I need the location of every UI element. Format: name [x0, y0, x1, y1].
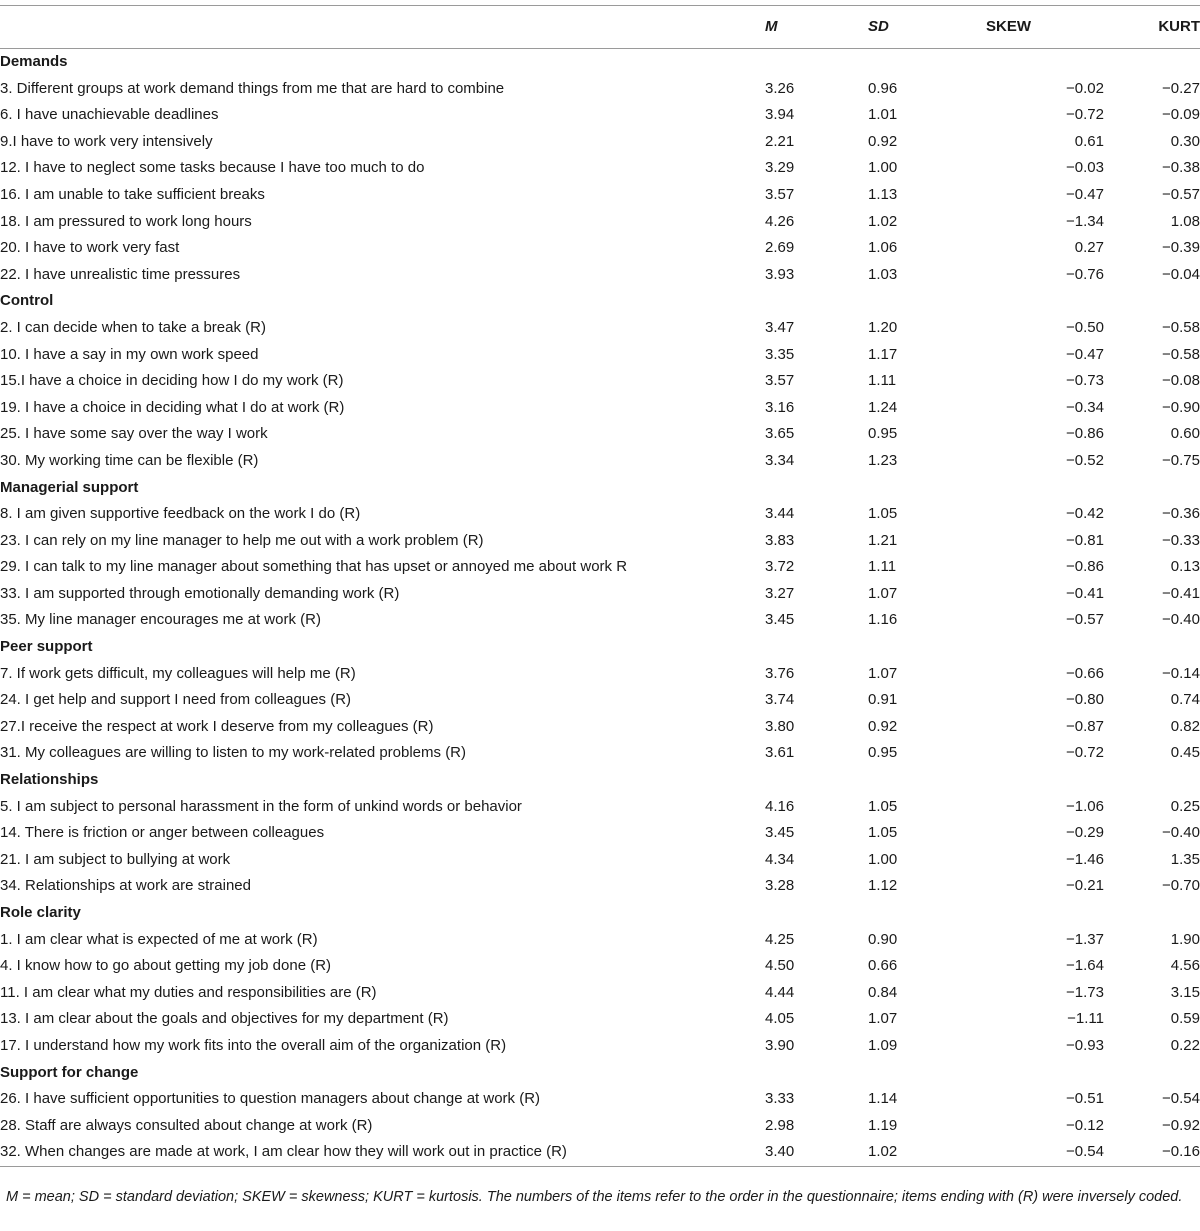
sd-value: 1.06	[868, 239, 898, 257]
item-text: 27.I receive the respect at work I deserve from my colleagues (R)	[0, 717, 434, 735]
sd-value: 1.02	[868, 212, 898, 230]
mean-value: 4.34	[765, 850, 795, 868]
sd-value: 1.11	[868, 372, 897, 390]
item-text: 34. Relationships at work are strained	[0, 877, 251, 895]
table-row	[0, 262, 1200, 289]
section-header-row	[0, 900, 1200, 927]
mean-value: 3.45	[765, 611, 795, 629]
table-row	[0, 421, 1200, 448]
table-row	[0, 714, 1200, 741]
table-row	[0, 76, 1200, 103]
mean-value: 3.65	[765, 425, 795, 443]
table-row	[0, 820, 1200, 847]
item-text: 35. My line manager encourages me at work (R)	[0, 611, 321, 629]
table-row	[0, 368, 1200, 395]
kurt-value: −0.75	[1162, 451, 1200, 469]
item-text: 9.I have to work very intensively	[0, 132, 213, 150]
sd-value: 0.95	[868, 744, 898, 762]
header-skew: SKEW	[986, 6, 1104, 49]
sd-value: 1.20	[868, 318, 898, 336]
kurt-value: 0.59	[1170, 1010, 1200, 1028]
kurt-value: −0.16	[1104, 1139, 1200, 1166]
item-text: 8. I am given supportive feedback on the work I do (R)	[0, 505, 361, 523]
item-text: 17. I understand how my work fits into the overall aim of the organization (R)	[0, 1036, 507, 1054]
table-row	[0, 687, 1200, 714]
skew-value: −0.41	[1066, 584, 1104, 602]
sd-value: 0.92	[868, 132, 898, 150]
sd-value: 1.07	[868, 584, 898, 602]
mean-value: 3.44	[765, 505, 795, 523]
sd-value: 0.84	[868, 983, 898, 1001]
item-text: 21. I am subject to bullying at work	[0, 850, 231, 868]
kurt-value: 0.22	[1170, 1036, 1200, 1054]
skew-value: −0.29	[1066, 824, 1104, 842]
section-title: Relationships	[0, 771, 99, 789]
mean-value: 3.45	[765, 824, 795, 842]
skew-value: −0.93	[1066, 1036, 1104, 1054]
mean-value: 3.90	[765, 1036, 795, 1054]
skew-value: −0.73	[1066, 372, 1104, 390]
kurt-value: −0.08	[1162, 372, 1200, 390]
kurt-value: 0.45	[1170, 744, 1200, 762]
sd-value: 1.17	[868, 345, 898, 363]
table-row	[0, 315, 1200, 342]
table-row	[0, 102, 1200, 129]
item-text: 29. I can talk to my line manager about something that has upset or annoyed me about work R	[0, 558, 628, 576]
header-item	[0, 6, 765, 49]
skew-value: −0.52	[1066, 451, 1104, 469]
sd-value: 1.03	[868, 265, 898, 283]
sd-value: 1.00	[868, 159, 898, 177]
kurt-value: −0.40	[1162, 611, 1200, 629]
skew-value: −0.03	[1066, 159, 1104, 177]
item-text: 31. My colleagues are willing to listen to my work-related problems (R)	[0, 744, 467, 762]
header-mean: M	[765, 6, 868, 49]
item-text: 25. I have some say over the way I work	[0, 425, 268, 443]
kurt-value: −0.58	[1162, 345, 1200, 363]
mean-value: 2.69	[765, 239, 795, 257]
sd-value: 1.05	[868, 824, 898, 842]
skew-value: −0.34	[1066, 398, 1104, 416]
kurt-value: −0.90	[1162, 398, 1200, 416]
mean-value: 3.57	[765, 185, 795, 203]
table-row	[0, 1033, 1200, 1060]
kurt-value: −0.27	[1162, 79, 1200, 97]
skew-value: −0.72	[1066, 744, 1104, 762]
mean-value: 3.80	[765, 717, 795, 735]
item-text: 26. I have sufficient opportunities to question managers about change at work (R)	[0, 1090, 541, 1108]
kurt-value: −0.92	[1162, 1116, 1200, 1134]
section-title: Control	[0, 292, 54, 310]
table-row	[0, 581, 1200, 608]
table-footnote: M = mean; SD = standard deviation; SKEW = skewness; KURT = kurtosis. The numbers of the items refer to the order in the questionnaire; items ending with (R) were inversely coded.	[6, 1189, 1183, 1205]
kurt-value: 0.13	[1170, 558, 1200, 576]
item-text: 33. I am supported through emotionally demanding work (R)	[0, 584, 400, 602]
sd-value: 1.05	[868, 505, 898, 523]
skew-value: −0.51	[1066, 1090, 1104, 1108]
kurt-value: 0.82	[1170, 717, 1200, 735]
skew-value: −1.37	[1066, 930, 1104, 948]
table-row	[0, 554, 1200, 581]
kurt-value: 1.90	[1170, 930, 1200, 948]
mean-value: 4.50	[765, 957, 795, 975]
mean-value: 3.94	[765, 106, 795, 124]
item-text: 32. When changes are made at work, I am clear how they will work out in practice (R)	[0, 1139, 765, 1166]
table-row	[0, 501, 1200, 528]
mean-value: 4.44	[765, 983, 795, 1001]
table-row	[0, 129, 1200, 156]
sd-value: 1.24	[868, 398, 898, 416]
table-row	[0, 847, 1200, 874]
skew-value: −0.42	[1066, 505, 1104, 523]
skew-value: −0.80	[1066, 691, 1104, 709]
mean-value: 3.26	[765, 79, 795, 97]
mean-value: 3.76	[765, 664, 795, 682]
item-text: 13. I am clear about the goals and objectives for my department (R)	[0, 1010, 449, 1028]
table-row	[0, 1086, 1200, 1113]
sd-value: 0.92	[868, 717, 898, 735]
mean-value: 3.40	[765, 1139, 868, 1166]
sd-value: 0.90	[868, 930, 898, 948]
item-text: 6. I have unachievable deadlines	[0, 106, 219, 124]
item-text: 5. I am subject to personal harassment in the form of unkind words or behavior	[0, 797, 522, 815]
item-text: 18. I am pressured to work long hours	[0, 212, 252, 230]
skew-value: −0.21	[1066, 877, 1104, 895]
mean-value: 3.93	[765, 265, 795, 283]
mean-value: 2.98	[765, 1116, 795, 1134]
skew-value: −1.46	[1066, 850, 1104, 868]
sd-value: 0.95	[868, 425, 898, 443]
skew-value: −1.06	[1066, 797, 1104, 815]
table-row	[0, 607, 1200, 634]
table-row	[0, 1113, 1200, 1140]
skew-value: −0.54	[986, 1139, 1104, 1166]
descriptive-stats-table	[0, 5, 1200, 1167]
kurt-value: −0.54	[1162, 1090, 1200, 1108]
skew-value: −0.50	[1066, 318, 1104, 336]
mean-value: 3.33	[765, 1090, 795, 1108]
table-row	[0, 661, 1200, 688]
kurt-value: −0.36	[1162, 505, 1200, 523]
kurt-value: −0.04	[1162, 265, 1200, 283]
section-header-row	[0, 49, 1200, 76]
section-header-row	[0, 288, 1200, 315]
kurt-value: −0.41	[1162, 584, 1200, 602]
item-text: 15.I have a choice in deciding how I do my work (R)	[0, 372, 344, 390]
skew-value: −1.64	[1066, 957, 1104, 975]
sd-value: 1.19	[868, 1116, 898, 1134]
kurt-value: −0.09	[1162, 106, 1200, 124]
section-header-row	[0, 634, 1200, 661]
table-row	[0, 342, 1200, 369]
item-text: 24. I get help and support I need from colleagues (R)	[0, 691, 352, 709]
skew-value: −0.86	[1066, 558, 1104, 576]
sd-value: 1.16	[868, 611, 898, 629]
skew-value: −0.57	[1066, 611, 1104, 629]
kurt-value: −0.40	[1162, 824, 1200, 842]
skew-value: −1.73	[1066, 983, 1104, 1001]
table-row	[0, 740, 1200, 767]
kurt-value: 0.30	[1170, 132, 1200, 150]
sd-value: 1.07	[868, 664, 898, 682]
skew-value: 0.61	[1074, 132, 1104, 150]
sd-value: 1.13	[868, 185, 898, 203]
table-row	[0, 794, 1200, 821]
mean-value: 3.72	[765, 558, 795, 576]
table-row	[0, 528, 1200, 555]
item-text: 11. I am clear what my duties and responsibilities are (R)	[0, 983, 377, 1001]
skew-value: −0.87	[1066, 717, 1104, 735]
kurt-value: −0.57	[1162, 185, 1200, 203]
mean-value: 2.21	[765, 132, 795, 150]
item-text: 28. Staff are always consulted about change at work (R)	[0, 1116, 373, 1134]
item-text: 30. My working time can be flexible (R)	[0, 451, 259, 469]
sd-value: 0.91	[868, 691, 898, 709]
mean-value: 3.74	[765, 691, 795, 709]
header-kurt: KURT	[1104, 6, 1200, 49]
table-row	[0, 235, 1200, 262]
mean-value: 3.27	[765, 584, 795, 602]
item-text: 3. Different groups at work demand things from me that are hard to combine	[0, 79, 505, 97]
table-row	[0, 953, 1200, 980]
skew-value: −0.66	[1066, 664, 1104, 682]
item-text: 10. I have a say in my own work speed	[0, 345, 259, 363]
table-row	[0, 395, 1200, 422]
mean-value: 4.25	[765, 930, 795, 948]
mean-value: 3.29	[765, 159, 795, 177]
mean-value: 3.16	[765, 398, 795, 416]
mean-value: 3.28	[765, 877, 795, 895]
sd-value: 1.09	[868, 1036, 898, 1054]
kurt-value: 0.74	[1170, 691, 1200, 709]
sd-value: 0.66	[868, 957, 898, 975]
table-body	[0, 49, 1200, 1167]
table-row	[0, 1139, 1200, 1166]
kurt-value: 4.56	[1170, 957, 1200, 975]
skew-value: 0.27	[1074, 239, 1104, 257]
kurt-value: −0.58	[1162, 318, 1200, 336]
kurt-value: 0.25	[1170, 797, 1200, 815]
mean-value: 3.61	[765, 744, 795, 762]
mean-value: 3.35	[765, 345, 795, 363]
mean-value: 3.34	[765, 451, 795, 469]
section-title: Peer support	[0, 638, 93, 656]
sd-value: 1.00	[868, 850, 898, 868]
item-text: 19. I have a choice in deciding what I do at work (R)	[0, 398, 345, 416]
section-title: Demands	[0, 53, 68, 70]
kurt-value: 0.60	[1170, 425, 1200, 443]
skew-value: −0.12	[1066, 1116, 1104, 1134]
kurt-value: −0.33	[1162, 531, 1200, 549]
sd-value: 1.02	[868, 1139, 986, 1166]
skew-value: −0.02	[1066, 79, 1104, 97]
mean-value: 3.83	[765, 531, 795, 549]
item-text: 20. I have to work very fast	[0, 239, 180, 257]
kurt-value: 1.35	[1170, 850, 1200, 868]
item-text: 12. I have to neglect some tasks because I have too much to do	[0, 159, 425, 177]
section-title: Managerial support	[0, 478, 139, 496]
sd-value: 1.14	[868, 1090, 898, 1108]
sd-value: 1.21	[868, 531, 898, 549]
sd-value: 0.96	[868, 79, 898, 97]
sd-value: 1.05	[868, 797, 898, 815]
skew-value: −0.72	[1066, 106, 1104, 124]
item-text: 4. I know how to go about getting my job done (R)	[0, 957, 332, 975]
section-title: Role clarity	[0, 904, 81, 921]
kurt-value: −0.14	[1162, 664, 1200, 682]
item-text: 7. If work gets difficult, my colleagues will help me (R)	[0, 664, 356, 682]
mean-value: 4.26	[765, 212, 795, 230]
section-header-row	[0, 475, 1200, 502]
kurt-value: 3.15	[1170, 983, 1200, 1001]
kurt-value: −0.39	[1162, 239, 1200, 257]
item-text: 23. I can rely on my line manager to help me out with a work problem (R)	[0, 531, 484, 549]
table-row	[0, 873, 1200, 900]
skew-value: −0.47	[1066, 345, 1104, 363]
table-row	[0, 155, 1200, 182]
skew-value: −1.34	[1066, 212, 1104, 230]
table-row	[0, 927, 1200, 954]
item-text: 22. I have unrealistic time pressures	[0, 265, 241, 283]
section-header-row	[0, 1060, 1200, 1087]
table-row	[0, 448, 1200, 475]
skew-value: −0.81	[1066, 531, 1104, 549]
item-text: 1. I am clear what is expected of me at work (R)	[0, 930, 318, 948]
table-row	[0, 980, 1200, 1007]
table-row	[0, 182, 1200, 209]
mean-value: 3.47	[765, 318, 795, 336]
kurt-value: −0.70	[1162, 877, 1200, 895]
skew-value: −0.76	[1066, 265, 1104, 283]
kurt-value: −0.38	[1162, 159, 1200, 177]
sd-value: 1.11	[868, 558, 897, 576]
header-row	[0, 6, 1200, 49]
skew-value: −1.11	[1067, 1010, 1104, 1028]
item-text: 14. There is friction or anger between colleagues	[0, 824, 325, 842]
item-text: 16. I am unable to take sufficient breaks	[0, 185, 265, 203]
item-text: 2. I can decide when to take a break (R)	[0, 318, 266, 336]
mean-value: 4.05	[765, 1010, 795, 1028]
table-row	[0, 209, 1200, 236]
sd-value: 1.12	[868, 877, 898, 895]
sd-value: 1.07	[868, 1010, 898, 1028]
table-row	[0, 1006, 1200, 1033]
skew-value: −0.47	[1066, 185, 1104, 203]
sd-value: 1.23	[868, 451, 898, 469]
section-title: Support for change	[0, 1063, 139, 1081]
skew-value: −0.86	[1066, 425, 1104, 443]
kurt-value: 1.08	[1170, 212, 1200, 230]
sd-value: 1.01	[868, 106, 898, 124]
header-sd: SD	[868, 6, 986, 49]
mean-value: 3.57	[765, 372, 795, 390]
section-header-row	[0, 767, 1200, 794]
mean-value: 4.16	[765, 797, 795, 815]
